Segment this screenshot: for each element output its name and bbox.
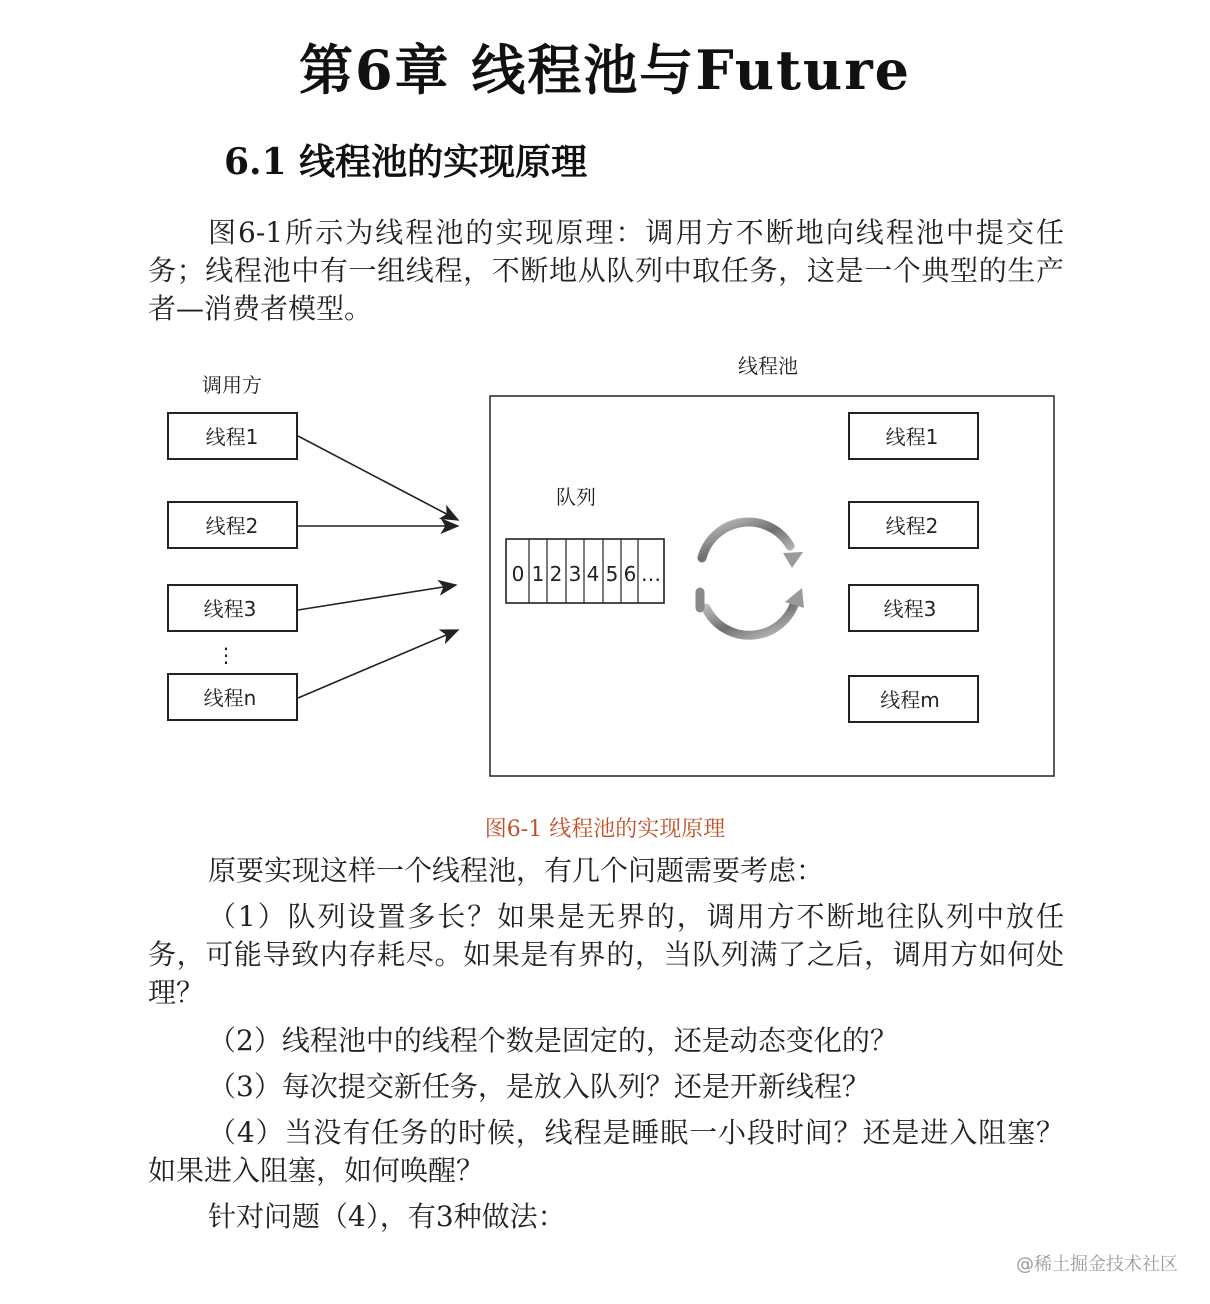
question-3: （3）每次提交新任务，是放入队列？还是开新线程？ [208, 1070, 870, 1103]
question-4: （4）当没有任务的时候，线程是睡眠一小段时间？还是进入阻塞？如果进入阻塞，如何唤醒？ [148, 1116, 1064, 1187]
caller-thread-1 [168, 413, 297, 459]
queue-cell-4: 4 [586, 562, 600, 586]
section-title: 6.1 线程池的实现原理 [224, 141, 588, 183]
intro-paragraph: 图6-1所示为线程池的实现原理：调用方不断地向线程池中提交任务；线程池中有一组线程，不断地从队列中取任务，这是一个典型的生产者—消费者模型。 [148, 216, 1064, 325]
pool-thread-1 [849, 413, 978, 459]
caller-thread-n [168, 674, 297, 720]
pool-thread-1-label: 线程1 [885, 425, 939, 449]
ellipsis-vertical: ⋮ [216, 643, 236, 667]
question-2: （2）线程池中的线程个数是固定的，还是动态变化的？ [208, 1024, 898, 1057]
pool-thread-2 [849, 502, 978, 548]
queue-cell-6: 6 [623, 562, 637, 586]
pool-thread-3-label: 线程3 [883, 597, 937, 621]
submit-arrow-3 [298, 585, 456, 610]
queue-cell-3: 3 [568, 562, 582, 586]
body-paragraph-2: 针对问题（4），有3种做法： [208, 1200, 566, 1233]
caller-label: 调用方 [202, 373, 262, 397]
queue-label: 队列 [556, 485, 596, 509]
caller-thread-1-label: 线程1 [205, 425, 259, 449]
body-paragraph-1: 原要实现这样一个线程池，有几个问题需要考虑： [208, 854, 825, 887]
pool-thread-3 [849, 585, 978, 631]
chapter-title: 第6章 线程池与Future [298, 38, 912, 102]
figure-caption: 图6-1 线程池的实现原理 [484, 817, 726, 842]
pool-thread-m-label: 线程m [880, 688, 940, 712]
pool-label: 线程池 [738, 354, 798, 378]
submit-arrow-4 [298, 630, 458, 698]
queue-cell-more: … [641, 562, 661, 586]
queue-cell-0: 0 [511, 562, 525, 586]
caller-thread-n-label: 线程n [203, 686, 257, 710]
pool-thread-m [849, 676, 978, 722]
thread-pool-diagram [140, 340, 1070, 800]
cycle-arrows-icon [700, 522, 804, 635]
watermark: @稀土掘金技术社区 [1016, 1254, 1178, 1275]
queue [506, 539, 664, 603]
question-1: （1）队列设置多长？如果是无界的，调用方不断地往队列中放任务，可能导致内存耗尽。如果是有界的，当队列满了之后，调用方如何处理？ [148, 900, 1064, 1009]
queue-cell-1: 1 [531, 562, 545, 586]
caller-thread-3-label: 线程3 [203, 597, 257, 621]
caller-thread-3 [168, 585, 297, 631]
queue-cell-5: 5 [605, 562, 619, 586]
pool-thread-2-label: 线程2 [885, 514, 939, 538]
caller-thread-2 [168, 502, 297, 548]
caller-thread-2-label: 线程2 [205, 514, 259, 538]
submit-arrow-1 [298, 436, 458, 520]
queue-cell-2: 2 [549, 562, 563, 586]
